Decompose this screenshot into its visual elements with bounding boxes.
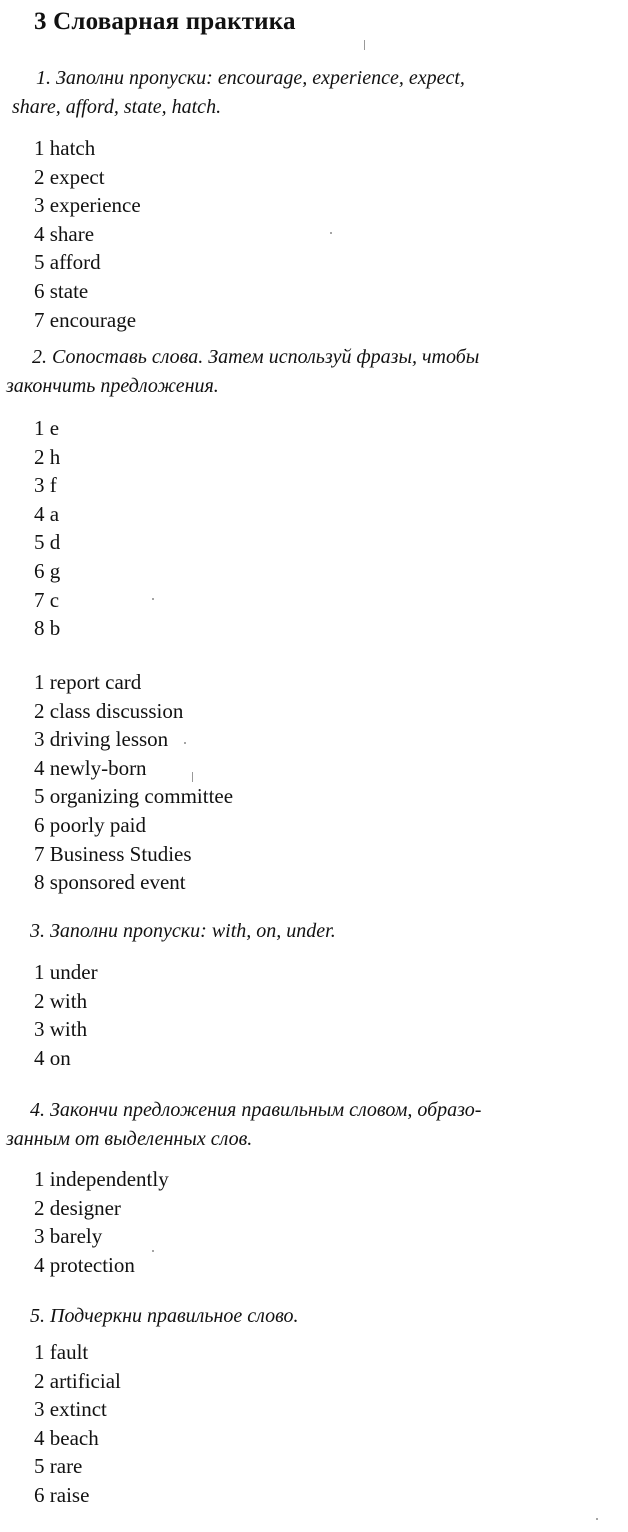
task-1-instruction-line-1: 1. Заполни пропуски: encourage, experience, expect, [36, 67, 465, 89]
task-4-instruction-line-2: занным от выделенных слов. [6, 1128, 253, 1150]
list-item: 5 organizing committee [34, 784, 234, 809]
task-2-instruction [6, 343, 622, 401]
list-item: 8 b [34, 616, 61, 641]
list-item: 5 afford [34, 250, 101, 275]
list-item: 2 designer [34, 1195, 121, 1220]
list-item: 6 g [34, 558, 61, 583]
list-item: 8 sponsored event [34, 870, 186, 895]
list-item: 1 under [34, 960, 98, 984]
list-item: 7 encourage [34, 307, 137, 332]
list-item: 2 expect [34, 164, 105, 189]
list-item: 6 state [34, 278, 89, 303]
list-item: 2 h [34, 444, 61, 469]
task-2-instruction-line-2: закончить предложения. [6, 375, 219, 397]
task-4-instruction-line-1: 4. Закончи предложения правильным словом, образо- [30, 1099, 482, 1121]
task-5-answer-list [34, 1338, 121, 1510]
list-item: 2 artificial [34, 1368, 121, 1393]
task-1-instruction [12, 64, 622, 122]
scan-artifact [184, 742, 186, 744]
task-1-instruction-line-2: share, afford, state, hatch. [12, 96, 222, 118]
scan-artifact [330, 232, 332, 234]
task-3-instruction-text: 3. Заполни пропуски: with, on, under. [30, 920, 336, 942]
list-item: 6 poorly paid [34, 812, 146, 837]
list-item: 1 e [34, 416, 60, 440]
list-item: 6 raise [34, 1482, 90, 1507]
scan-artifact [192, 772, 193, 782]
scan-artifact [152, 1250, 154, 1252]
list-item: 4 beach [34, 1425, 99, 1450]
task-2-match-list [34, 414, 60, 643]
task-1-answer-list [34, 134, 141, 334]
list-item: 7 c [34, 587, 60, 612]
list-item: 4 a [34, 501, 60, 526]
list-item: 3 experience [34, 193, 141, 218]
list-item: 3 driving lesson [34, 727, 169, 752]
list-item: 3 extinct [34, 1397, 107, 1422]
list-item: 1 fault [34, 1340, 89, 1364]
list-item: 4 share [34, 221, 95, 246]
task-5-instruction [30, 1302, 299, 1331]
task-2-phrase-list [34, 668, 233, 897]
scan-artifact [364, 40, 365, 50]
list-item: 1 hatch [34, 136, 96, 160]
task-3-instruction [30, 917, 336, 946]
task-2-instruction-line-1: 2. Сопоставь слова. Затем используй фразы, чтобы [32, 346, 480, 368]
list-item: 4 protection [34, 1252, 135, 1277]
list-item: 3 f [34, 473, 57, 498]
list-item: 2 class discussion [34, 698, 184, 723]
list-item: 3 barely [34, 1224, 103, 1249]
list-item: 1 report card [34, 670, 142, 694]
section-title: 3 Словарная практика [34, 8, 296, 35]
list-item: 1 independently [34, 1167, 169, 1191]
task-3-answer-list [34, 958, 98, 1072]
list-item: 5 rare [34, 1454, 83, 1479]
list-item: 4 newly-born [34, 755, 147, 780]
list-item: 5 d [34, 530, 61, 555]
scan-artifact [152, 598, 154, 600]
list-item: 7 Business Studies [34, 841, 192, 866]
list-item: 2 with [34, 988, 88, 1013]
task-4-instruction [6, 1096, 622, 1154]
list-item: 4 on [34, 1045, 71, 1070]
scan-artifact [596, 1518, 598, 1520]
list-item: 3 with [34, 1017, 88, 1042]
task-5-instruction-text: 5. Подчеркни правильное слово. [30, 1305, 299, 1327]
task-4-answer-list [34, 1165, 169, 1279]
